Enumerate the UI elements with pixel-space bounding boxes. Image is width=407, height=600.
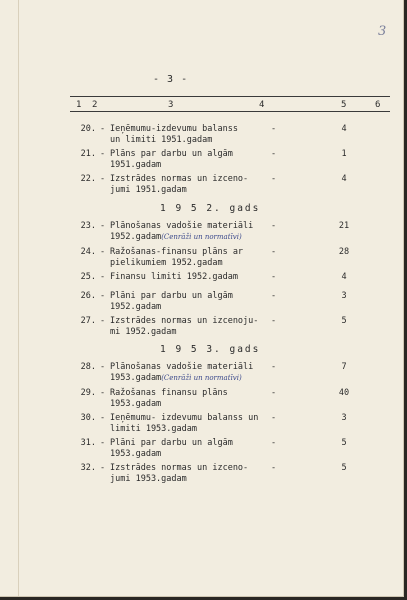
col4-dash: - <box>271 149 277 159</box>
row-dash: - <box>100 174 106 184</box>
row-count: 3 <box>341 413 347 423</box>
row-title <box>110 438 280 460</box>
row-title-line: un limiti 1951.gadam <box>110 135 213 145</box>
row-number: 25. <box>80 272 96 282</box>
row-count: 28 <box>338 247 350 257</box>
row-count: 21 <box>338 221 350 231</box>
row-count: 4 <box>341 174 347 184</box>
column-header-3: 3 <box>168 100 174 110</box>
col4-dash: - <box>271 174 277 184</box>
year-heading-1952: 1 9 5 2. gads <box>160 203 261 214</box>
col4-dash: - <box>271 463 277 473</box>
row-title-line: 1953.gadam <box>110 399 162 409</box>
row-number: 21. <box>80 149 96 159</box>
row-title-line: pielikumiem 1952.gadam <box>110 258 223 268</box>
row-number: 32. <box>80 463 96 473</box>
row-title-line: 1952.gadam <box>110 302 162 312</box>
row-dash: - <box>100 362 106 372</box>
row-title-line: Izstrādes normas un izceno- <box>110 463 249 473</box>
row-title-line <box>110 373 280 384</box>
row-title-line: Ražošanas-finansu plāns ar <box>110 247 244 257</box>
row-dash: - <box>100 291 106 301</box>
col4-dash: - <box>271 388 277 398</box>
row-title-line: 1951.gadam <box>110 160 162 170</box>
row-count: 5 <box>341 463 347 473</box>
row-dash: - <box>100 221 106 231</box>
table-header-rule <box>70 111 390 112</box>
row-title <box>110 272 280 283</box>
row-title <box>110 247 280 269</box>
archive-page-mark: 3 <box>378 24 387 39</box>
row-title-line: jumi 1953.gadam <box>110 474 187 484</box>
row-title-line: 1953.gadam <box>110 449 162 459</box>
row-number: 20. <box>80 124 96 134</box>
page-number: - 3 - <box>153 74 189 85</box>
handwritten-note: (Cenrāži un normatīvi) <box>161 374 242 382</box>
col4-dash: - <box>271 362 277 372</box>
table-top-rule <box>70 96 390 97</box>
row-number: 27. <box>80 316 96 326</box>
column-header-2: 2 <box>92 100 98 110</box>
row-title-line: Plāns par darbu un algām <box>110 149 233 159</box>
row-number: 30. <box>80 413 96 423</box>
row-number: 22. <box>80 174 96 184</box>
col4-dash: - <box>271 272 277 282</box>
row-count: 7 <box>341 362 347 372</box>
row-dash: - <box>100 149 106 159</box>
col4-dash: - <box>271 221 277 231</box>
row-count: 4 <box>341 124 347 134</box>
row-count: 1 <box>341 149 347 159</box>
row-title <box>110 316 280 338</box>
margin-line <box>18 0 19 596</box>
row-count: 40 <box>338 388 350 398</box>
row-title <box>110 174 280 196</box>
column-header-5: 5 <box>341 100 347 110</box>
row-count: 3 <box>341 291 347 301</box>
row-dash: - <box>100 272 106 282</box>
row-title <box>110 362 280 384</box>
row-title-line: Izstrādes normas un izcenoju- <box>110 316 259 326</box>
col4-dash: - <box>271 124 277 134</box>
row-title <box>110 149 280 171</box>
row-title-line: mi 1952.gadam <box>110 327 177 337</box>
column-header-1: 1 <box>76 100 82 110</box>
row-dash: - <box>100 388 106 398</box>
year-heading-1953: 1 9 5 3. gads <box>160 344 261 355</box>
row-number: 29. <box>80 388 96 398</box>
row-title-line: jumi 1951.gadam <box>110 185 187 195</box>
row-dash: - <box>100 438 106 448</box>
row-title <box>110 388 280 410</box>
row-title-line: Plāni par darbu un algām <box>110 438 233 448</box>
col4-dash: - <box>271 438 277 448</box>
row-title <box>110 221 280 243</box>
row-title-line: Ražošanas finansu plāns <box>110 388 228 398</box>
row-number: 31. <box>80 438 96 448</box>
row-title <box>110 463 280 485</box>
row-title-line: Plāni par darbu un algām <box>110 291 233 301</box>
row-number: 28. <box>80 362 96 372</box>
col4-dash: - <box>271 291 277 301</box>
row-title-line: Izstrādes normas un izceno- <box>110 174 249 184</box>
row-dash: - <box>100 247 106 257</box>
row-dash: - <box>100 413 106 423</box>
row-number: 26. <box>80 291 96 301</box>
col4-dash: - <box>271 413 277 423</box>
row-title <box>110 124 280 146</box>
row-number: 23. <box>80 221 96 231</box>
row-title-line <box>110 232 280 243</box>
col4-dash: - <box>271 316 277 326</box>
row-count: 4 <box>341 272 347 282</box>
column-header-4: 4 <box>259 100 265 110</box>
row-title-line: Finansu limiti 1952.gadam <box>110 272 238 282</box>
row-count: 5 <box>341 316 347 326</box>
row-dash: - <box>100 316 106 326</box>
row-number: 24. <box>80 247 96 257</box>
row-title-line: Plānošanas vadošie materiāli <box>110 362 254 372</box>
row-title-line: Ieņēmumu-izdevumu balanss <box>110 124 238 134</box>
row-title <box>110 413 280 435</box>
col4-dash: - <box>271 247 277 257</box>
handwritten-note: (Cenrāži un normatīvi) <box>161 233 242 241</box>
row-title-line: limiti 1953.gadam <box>110 424 197 434</box>
column-header-6: 6 <box>375 100 381 110</box>
row-count: 5 <box>341 438 347 448</box>
row-title-line: Plānošanas vadošie materiāli <box>110 221 254 231</box>
row-title-year: 1952.gadam <box>110 232 162 242</box>
row-title <box>110 291 280 313</box>
row-dash: - <box>100 463 106 473</box>
row-dash: - <box>100 124 106 134</box>
row-title-line: Ieņēmumu- izdevumu balanss un <box>110 413 259 423</box>
row-title-year: 1953.gadam <box>110 373 162 383</box>
